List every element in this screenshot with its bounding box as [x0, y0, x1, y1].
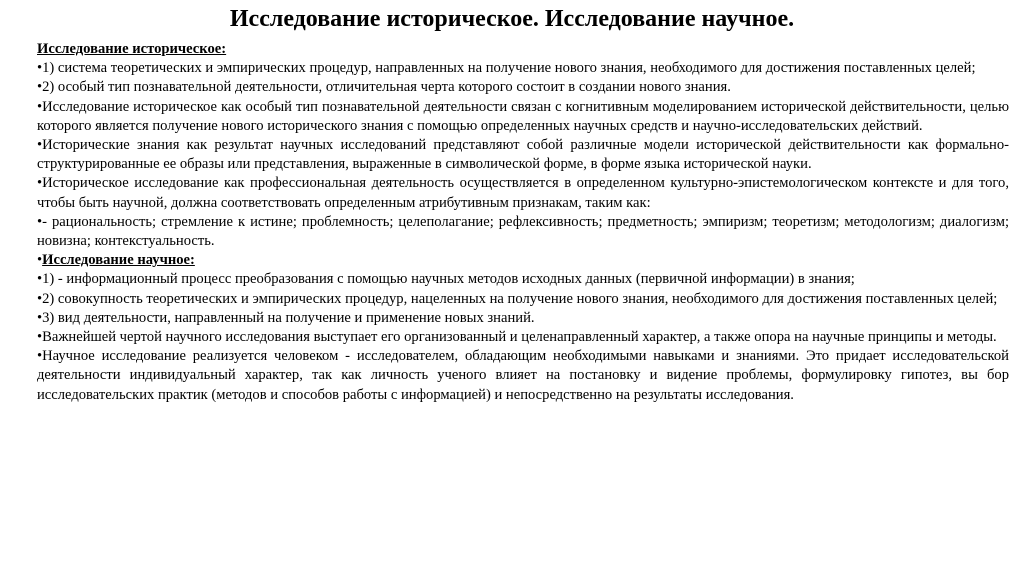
slide-title: Исследование историческое. Исследование научное.: [229, 6, 795, 32]
historical-paragraph-4: •Исторические знания как результат научных исследований представляют собой различные модели исторической действительности как формально-структурированные ее образы или представления, выраженные в символической форме, в форме языка исторической науки.: [37, 137, 1009, 173]
slide-body: [37, 40, 1009, 405]
historical-paragraph-6: •- рациональность; стремление к истине; проблемность; целеполагание; рефлексивность; предметность; эмпиризм; теоретизм; методологизм; диалогизм; новизна; контекстуальность.: [37, 213, 1009, 250]
section-historical-heading: Исследование историческое:: [37, 41, 227, 57]
section-historical-heading-line: [37, 40, 1009, 59]
scientific-paragraph-3: •3) вид деятельности, направленный на получение и применение новых знаний.: [37, 309, 535, 326]
scientific-paragraph-4: •Важнейшей чертой научного исследования выступает его организованный и целенаправленный характер, а также опора на научные принципы и методы.: [37, 329, 997, 346]
scientific-paragraph-5: •Научное исследование реализуется человеком - исследователем, обладающим необходимыми навыками и знаниями. Это придает исследовательской деятельности индивидуальный характер, так как личность ученого влияет на постановку и видение проблемы, формулировку гипотез, вы бор исследовательских практик (методов и способов работы с информацией) и непосредственно на результаты исследования.: [37, 348, 1009, 403]
scientific-paragraph-1: •1) - информационный процесс преобразования с помощью научных методов исходных данных (первичной информации) в знания;: [37, 271, 855, 288]
historical-paragraph-2: •2) особый тип познавательной деятельности, отличительная черта которого состоит в создании нового знания.: [37, 79, 731, 96]
historical-paragraph-5: •Историческое исследование как профессиональная деятельность осуществляется в определенном культурно-эпистемологическом контексте и для того, чтобы быть научной, должна соответствовать определенным атрибутивным признакам, таким как:: [37, 175, 1009, 211]
historical-paragraph-3: •Исследование историческое как особый тип познавательной деятельности связан с когнитивным моделированием исторической действительности, целью которого является получение нового исторического знания с помощью определенных научных средств и научно-исследовательских действий.: [37, 98, 1009, 134]
historical-paragraph-1: •1) система теоретических и эмпирических процедур, направленных на получение нового знания, необходимого для достижения поставленных целей;: [37, 60, 976, 77]
scientific-paragraph-2: •2) совокупность теоретических и эмпирических процедур, нацеленных на получение нового знания, необходимого для достижения поставленных целей;: [37, 290, 998, 307]
section-scientific-heading-line: [37, 251, 1009, 270]
section-scientific-heading: Исследование научное:: [42, 252, 195, 269]
section-scientific-bullet: •: [37, 252, 43, 269]
